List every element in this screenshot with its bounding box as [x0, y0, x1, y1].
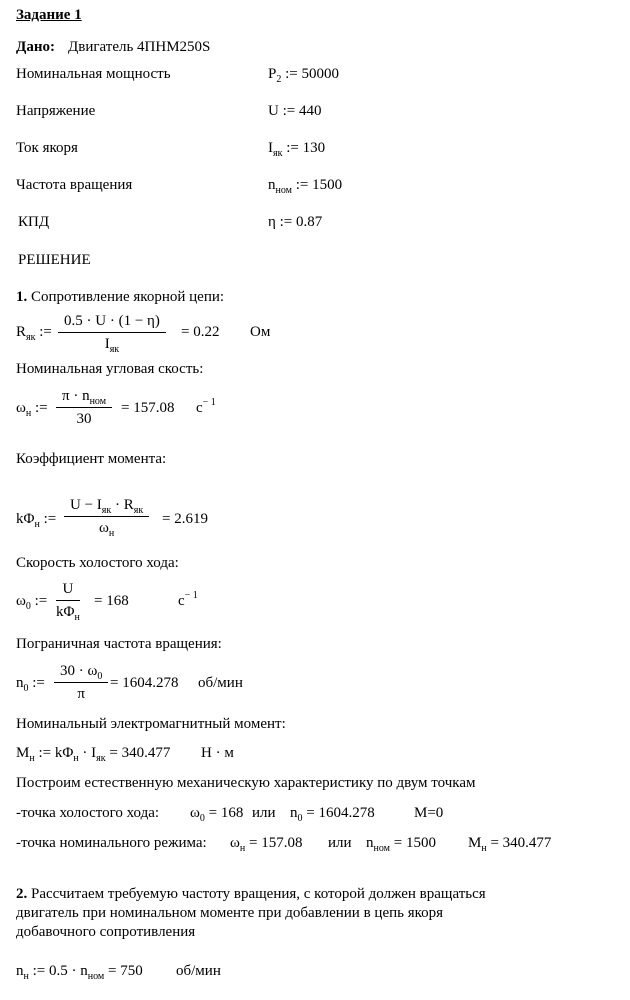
eq-w0-unit: $c^{- 1}$ — [178, 590, 198, 609]
eq-nn-unit: об/мин — [176, 963, 221, 979]
bound-label: Пограничная частота вращения: — [16, 636, 222, 652]
eq-k-numerator: $U - I_{як} \cdot R_{як}$ — [70, 497, 144, 516]
section2-line1: 2. Рассчитаем требуемую частоту вращения, с которой должен вращаться — [16, 886, 486, 902]
torque-label: Номинальный электромагнитный момент: — [16, 716, 286, 732]
eq-w-denominator: 30 — [76, 411, 92, 427]
eq-w-lhs: $\omega_н$ := — [16, 400, 48, 419]
eq-k-result: = 2.619 — [162, 511, 208, 527]
eq-k-lhs: $k\Phi_н$ := — [16, 511, 57, 530]
eq-k-denominator: $\omega_н$ — [99, 520, 115, 539]
param-name-speed: Частота вращения — [16, 177, 133, 193]
param-name-current: Ток якоря — [16, 140, 78, 156]
eq-w0-fraction — [56, 581, 80, 623]
eq-r-denominator: $I_{як}$ — [104, 336, 120, 355]
omega-nom-label: Номинальная угловая скость: — [16, 361, 204, 377]
param-name-power: Номинальная мощность — [16, 66, 171, 82]
idle-point-label: -точка холостого хода: — [16, 805, 160, 821]
section1-heading: 1. Сопротивление якорной цепи: — [16, 289, 225, 305]
eq-r-fraction — [58, 313, 166, 355]
idle-point-m: M=0 — [414, 805, 444, 821]
eq-k-fraction — [64, 497, 149, 539]
eq-m-unit: Н · м — [201, 745, 234, 761]
nom-point-n: $n_{ном} = 1500$ — [366, 835, 436, 854]
eq-m: $M_н$ := $k\Phi_н \cdot I_{як} = 340.477$ — [16, 745, 171, 764]
motor-model: Двигатель 4ПНМ250S — [68, 39, 211, 55]
param-value-speed: $n_{ном}$ := 1500 — [268, 177, 343, 196]
param-value-voltage: U := 440 — [268, 103, 322, 119]
eq-w-result: = 157.08 — [121, 400, 175, 416]
nom-point-omega: $\omega_н = 157.08$ — [230, 835, 303, 854]
idle-label: Скорость холостого хода: — [16, 555, 179, 571]
idle-point-omega: $\omega_0 = 168$ — [190, 805, 244, 824]
eq-n0-fraction — [54, 664, 108, 702]
task-title: Задание 1 — [16, 7, 82, 23]
param-value-power: $P_2$ := 50000 — [268, 66, 339, 85]
eq-w0-result: = 168 — [94, 593, 129, 609]
eq-w-fraction — [56, 389, 112, 427]
eq-nn: $n_н$ := $0.5 \cdot n_{ном} = 750$ — [16, 963, 143, 982]
eq-w0-numerator: U — [62, 581, 74, 597]
param-name-efficiency: КПД — [18, 214, 50, 230]
eq-r-result: = 0.22 — [181, 324, 220, 340]
nom-point-m: $M_н = 340.477$ — [468, 835, 552, 854]
nom-point-or: или — [328, 835, 352, 851]
eq-r-numerator: 0.5 · U · (1 − η) — [64, 313, 160, 329]
characteristic-line: Построим естественную механическую характеристику по двум точкам — [16, 775, 476, 791]
eq-n0-unit: об/мин — [198, 675, 243, 691]
k-label: Коэффициент момента: — [16, 451, 167, 467]
eq-n0-numerator: $30 \cdot \omega_0$ — [60, 663, 103, 682]
eq-n0-denominator: π — [77, 686, 85, 702]
given-label: Дано: — [16, 39, 55, 55]
idle-point-n: $n_0 = 1604.278$ — [290, 805, 375, 824]
param-value-current: $I_{як}$ := 130 — [268, 140, 326, 159]
eq-n0-lhs: $n_0$ := — [16, 675, 45, 694]
eq-w0-denominator: $k\Phi_н$ — [56, 604, 80, 623]
eq-w-numerator: $\pi \cdot n_{ном}$ — [62, 388, 107, 407]
solution-heading: РЕШЕНИЕ — [18, 252, 91, 268]
section2-line2: двигатель при номинальном моменте при добавлении в цепь якоря — [16, 905, 444, 921]
nom-point-label: -точка номинального режима: — [16, 835, 207, 851]
param-name-voltage: Напряжение — [16, 103, 96, 119]
eq-w0-lhs: $\omega_0$ := — [16, 593, 48, 612]
eq-n0-result: = 1604.278 — [110, 675, 179, 691]
idle-point-or: или — [252, 805, 276, 821]
param-value-efficiency: η := 0.87 — [268, 214, 323, 230]
eq-w-unit: $c^{- 1}$ — [196, 397, 216, 416]
eq-r-lhs: $R_{як}$ := — [16, 324, 52, 343]
eq-r-unit: Ом — [250, 324, 271, 340]
section2-line3: добавочного сопротивления — [16, 924, 196, 940]
